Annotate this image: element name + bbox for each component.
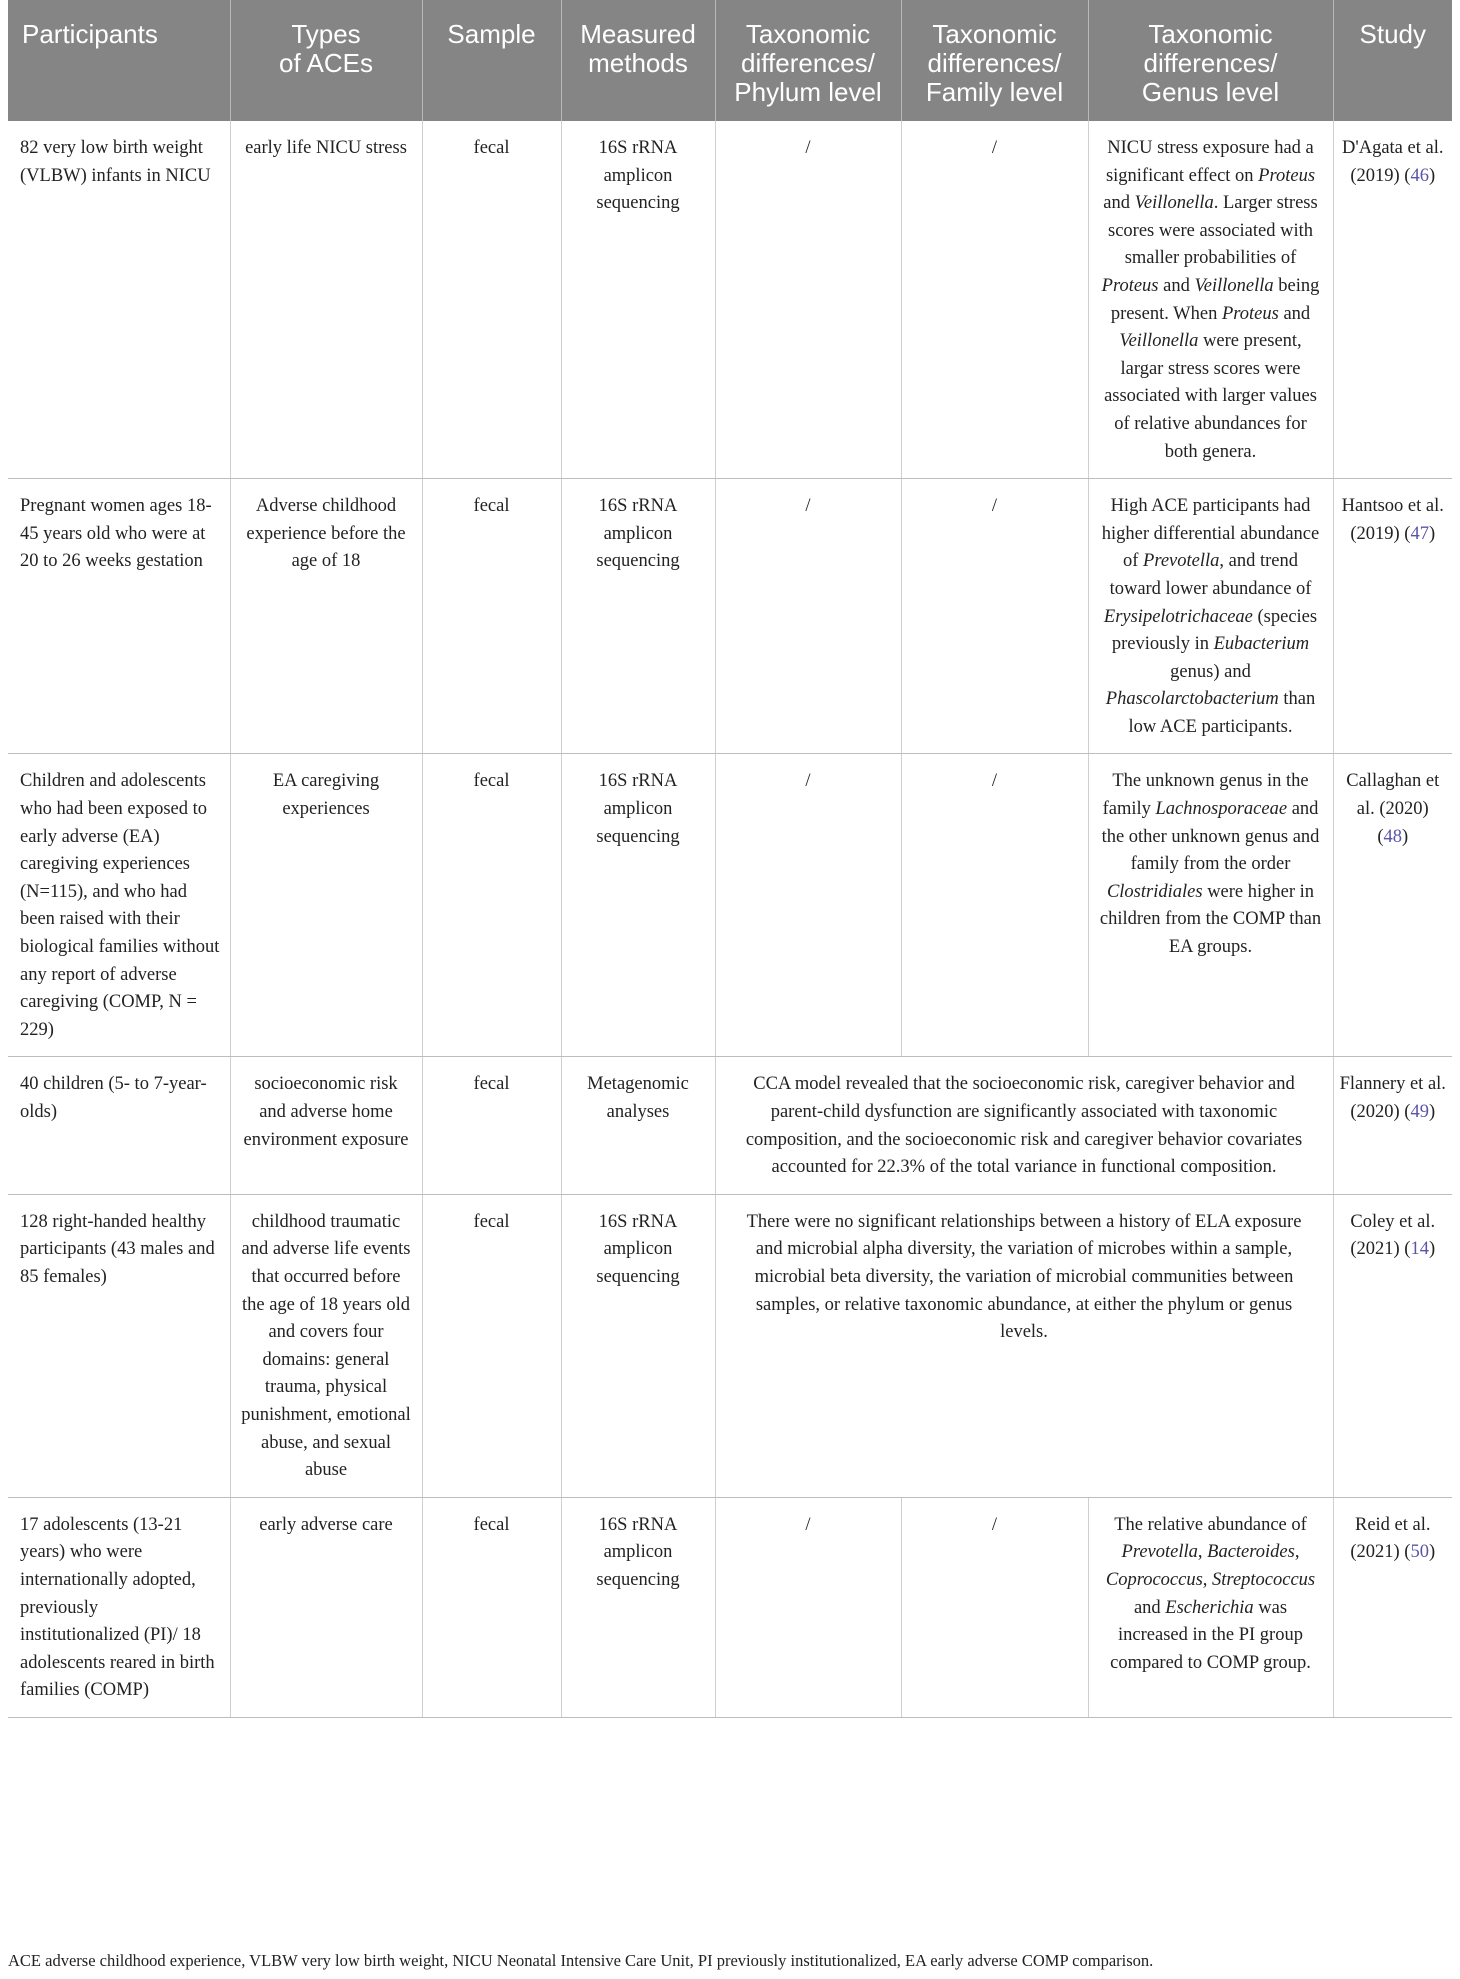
cell-phylum: / [715,1497,901,1717]
header-study: Study [1333,0,1452,121]
cell-family: / [901,754,1088,1057]
cell-study: Coley et al. (2021) (14) [1333,1194,1452,1497]
cell-study: Callaghan et al. (2020) (48) [1333,754,1452,1057]
cell-sample: fecal [422,121,561,479]
table-footnote: ACE adverse childhood experience, VLBW very low birth weight, NICU Neonatal Intensive Care Unit, PI previously institutionalized, EA early adverse COMP comparison. [8,1951,1154,1970]
cell-phylum: / [715,479,901,754]
reference-link[interactable]: 47 [1410,523,1429,544]
table-row [8,1497,1452,1717]
cell-types: early life NICU stress [230,121,422,479]
cell-participants: 17 adolescents (13-21 years) who were internationally adopted, previously institutionalized (PI)/ 18 adolescents reared in birth families (COMP) [8,1497,230,1717]
cell-study: D'Agata et al. (2019) (46) [1333,121,1452,479]
header-sample: Sample [422,0,561,121]
cell-types: Adverse childhood experience before the age of 18 [230,479,422,754]
cell-methods: 16S rRNA amplicon sequencing [561,121,715,479]
cell-taxonomic-merged: There were no significant relationships between a history of ELA exposure and microbial alpha diversity, the variation of microbes within a sample, microbial beta diversity, the variation of microbial communities between samples, or relative taxonomic abundance, at either the phylum or genus levels. [715,1194,1333,1497]
cell-types: childhood traumatic and adverse life events that occurred before the age of 18 years old and covers four domains: general trauma, physical punishment, emotional abuse, and sexual abuse [230,1194,422,1497]
cell-study: Hantsoo et al. (2019) (47) [1333,479,1452,754]
table-row [8,1194,1452,1497]
cell-genus: High ACE participants had higher differential abundance of Prevotella, and trend toward lower abundance of Erysipelotrichaceae (species previously in Eubacterium genus) and Phascolarctobacterium than low ACE participants. [1088,479,1333,754]
cell-sample: fecal [422,479,561,754]
cell-study: Reid et al. (2021) (50) [1333,1497,1452,1717]
ace-microbiome-table [8,0,1452,1718]
cell-types: EA caregiving experiences [230,754,422,1057]
reference-link[interactable]: 50 [1410,1542,1429,1563]
cell-methods: 16S rRNA amplicon sequencing [561,1497,715,1717]
table-container [8,0,1452,1718]
table-row [8,479,1452,754]
header-types: Types of ACEs [230,0,422,121]
cell-methods: Metagenomic analyses [561,1057,715,1194]
cell-family: / [901,1497,1088,1717]
header-family: Taxonomic differences/ Family level [901,0,1088,121]
cell-types: early adverse care [230,1497,422,1717]
table-row [8,121,1452,479]
header-genus: Taxonomic differences/ Genus level [1088,0,1333,121]
header-row [8,0,1452,121]
reference-link[interactable]: 49 [1410,1102,1429,1122]
cell-sample: fecal [422,1497,561,1717]
cell-phylum: / [715,121,901,479]
cell-study: Flannery et al. (2020) (49) [1333,1057,1452,1194]
cell-types: socioeconomic risk and adverse home environment exposure [230,1057,422,1194]
cell-sample: fecal [422,754,561,1057]
cell-genus: The relative abundance of Prevotella, Bacteroides, Coprococcus, Streptococcus and Escherichia was increased in the PI group compared to COMP group. [1088,1497,1333,1717]
table-row [8,754,1452,1057]
cell-phylum: / [715,754,901,1057]
reference-link[interactable]: 46 [1410,165,1429,186]
cell-family: / [901,121,1088,479]
cell-sample: fecal [422,1194,561,1497]
cell-taxonomic-merged: CCA model revealed that the socioeconomic risk, caregiver behavior and parent-child dysfunction are significantly associated with taxonomic composition, and the socioeconomic risk and caregiver behavior covariates accounted for 22.3% of the total variance in functional composition. [715,1057,1333,1194]
reference-link[interactable]: 48 [1383,826,1402,847]
cell-methods: 16S rRNA amplicon sequencing [561,1194,715,1497]
table-row [8,1057,1452,1194]
cell-sample: fecal [422,1057,561,1194]
cell-genus: The unknown genus in the family Lachnosporaceae and the other unknown genus and family from the order Clostridiales were higher in children from the COMP than EA groups. [1088,754,1333,1057]
cell-methods: 16S rRNA amplicon sequencing [561,754,715,1057]
cell-participants: 40 children (5- to 7-year-olds) [8,1057,230,1194]
header-participants: Participants [8,0,230,121]
cell-family: / [901,479,1088,754]
cell-methods: 16S rRNA amplicon sequencing [561,479,715,754]
reference-link[interactable]: 14 [1410,1239,1429,1260]
header-phylum: Taxonomic differences/ Phylum level [715,0,901,121]
header-methods: Measured methods [561,0,715,121]
cell-participants: 82 very low birth weight (VLBW) infants in NICU [8,121,230,479]
cell-participants: Children and adolescents who had been exposed to early adverse (EA) caregiving experiences (N=115), and who had been raised with their biological families without any report of adverse caregiving (COMP, N = 229) [8,754,230,1057]
cell-participants: 128 right-handed healthy participants (43 males and 85 females) [8,1194,230,1497]
cell-participants: Pregnant women ages 18-45 years old who were at 20 to 26 weeks gestation [8,479,230,754]
cell-genus: NICU stress exposure had a significant effect on Proteus and Veillonella. Larger stress scores were associated with smaller probabilities of Proteus and Veillonella being present. When Proteus and Veillonella were present, largar stress scores were associated with larger values of relative abundances for both genera. [1088,121,1333,479]
